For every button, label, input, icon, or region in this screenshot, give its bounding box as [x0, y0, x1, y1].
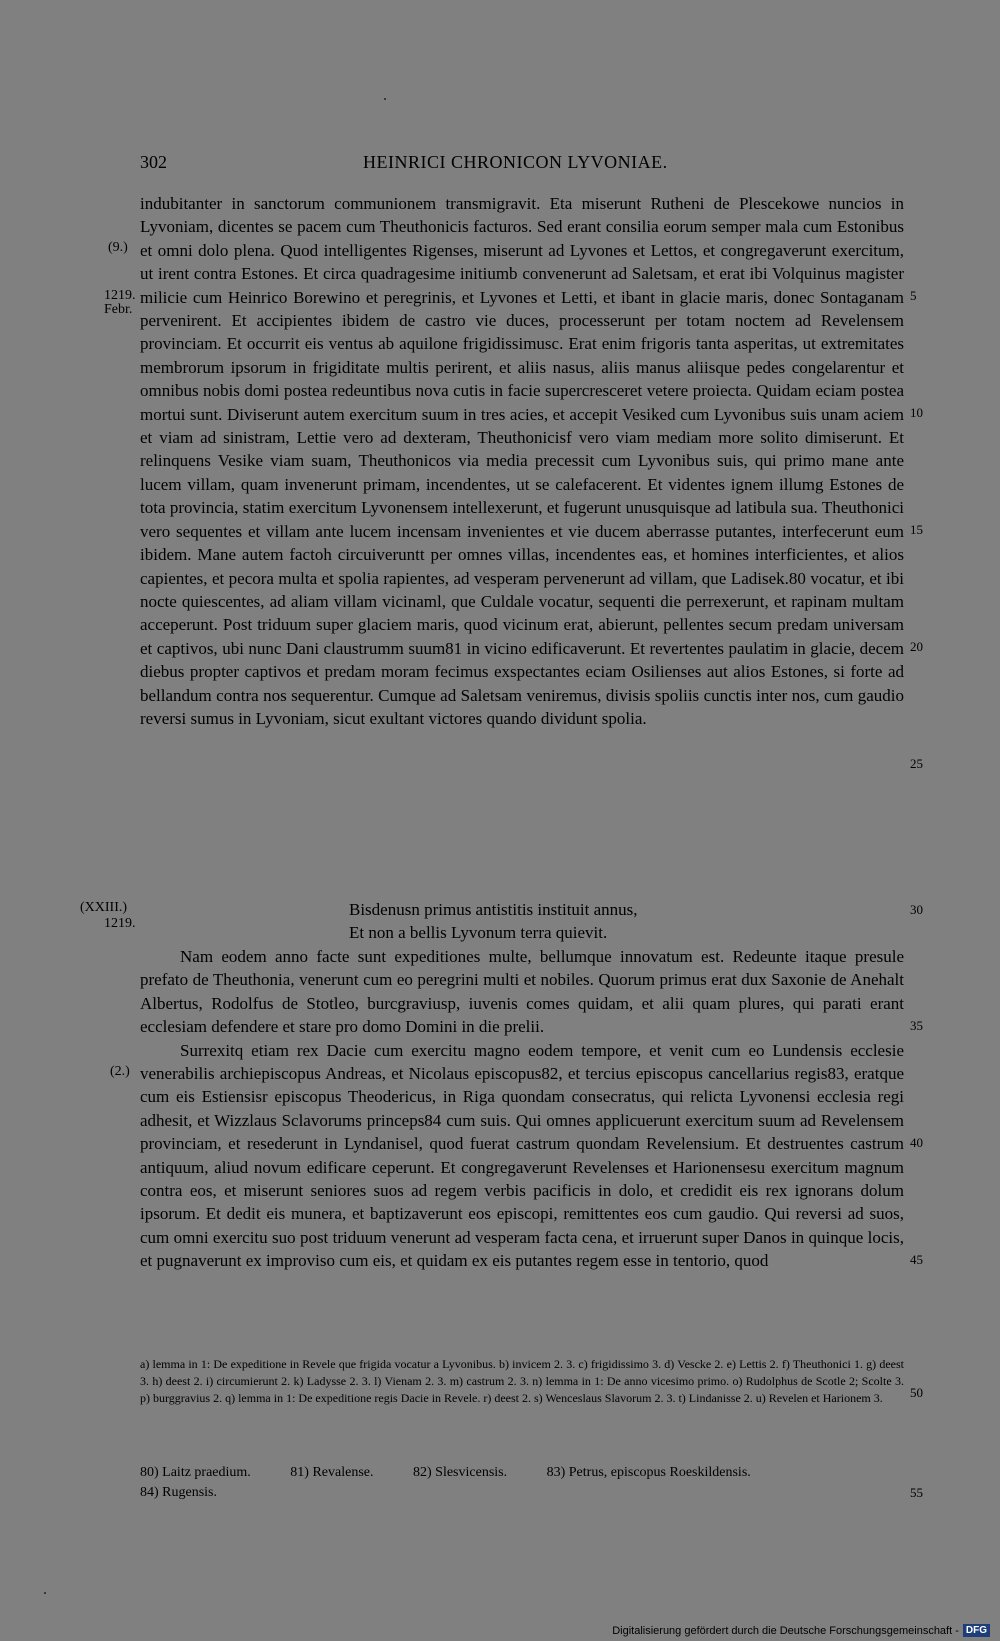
dfg-logo: DFG [963, 1624, 990, 1637]
page-header [140, 152, 910, 178]
margin-note-year: 1219. [104, 916, 136, 931]
line-number: 40 [910, 1135, 923, 1150]
body-text [140, 945, 904, 1273]
line-number: 30 [910, 902, 923, 917]
margin-note-chapter: (XXIII.) [80, 900, 128, 915]
line-number: 20 [910, 639, 923, 654]
line-number: 35 [910, 1018, 923, 1033]
funding-credit [612, 1624, 990, 1637]
scan-speck [44, 1592, 46, 1594]
line-number: 50 [910, 1385, 923, 1400]
body-paragraph: indubitanter in sanctorum communionem transmigravit. Eta miserunt Rutheni de Plescekowe nuncios in Lyvoniam, dicentes se pacem cum Theuthonicis facturos. Sed erant consilia eorum semper mala cum Estonibus et omni dolo plena. Quod intelligentes Rigenses, miserunt ad Lyvones et Lettos, et congregaverunt exercitum, ut irent contra Estones. Et circa quadragesime initiumb convenerunt ad Saletsam, et erat ibi Volquinus magister milicie cum Heinrico Borewino et peregrinis, et Lyvones et Letti, et ibant in glacie maris, donec Sontaganam pervenirent. Et accipientes ibidem de castro vie duces, processerunt per totam noctem ad Revelensem provinciam. Et occurrit eis ventus ab aquilone frigidissimusc. Erat enim frigoris tanta asperitas, ut extremitates membrorum ipsorum in frigiditate multis perirent, et aliis nasus, aliis manus aliisque pedes congelarentur et omnibus nobis domi postea redeuntibus nova cutis in facie supercresceret vetere proiecta. Quidam eciam postea mortui sunt. Diviserunt autem exercitum suum in tres acies, et accepit Vesiked cum Lyvonibus suis unam aciem et viam ad sinistram, Lettie vero ad dexteram, Theuthonicisf vero viam mediam more solito dimiserunt. Et relinquens Vesike viam suam, Theuthonicos via media precessit cum Lyvonibus suis, qui primo mane ante lucem villam, quam invenerunt primam, incendentes, ut se calefacerent. Et videntes ignem illumg Estones de tota provincia, statim exercitum Lyvonensem intellexerunt, et fugerunt unusquisque ad latibula sua. Theuthonici vero sequentes et villam ante lucem incensam invenientes et vie ducem aberrasse putantes, interfecerunt eum ibidem. Mane autem factoh circuiveruntt per omnes villas, incendentes eas, et homines interficientes, et alios capientes, et pecora multa et spolia rapientes, ad vesperam pervenerunt ad villam, que Ladisek.80 vocatur, et ibi nocte quiescentes, ad aliam villam vicinaml, que Culdale vocatur, sequenti die perrexerunt, et rapinam multam acceperunt. Post triduum super glaciem maris, quod vicinum erat, abierunt, pellentes secum predam universam et captivos, ubi nunc Dani claustrumm suum81 in vicino edificaverunt. Et revertentes paulatim in glacie, decem diebus propter captivos et predam moram fecimus exspectantes eciam Osilienses aut alios Estones, si forte ad bellandum contra nos sequerentur. Cumque ad Saletsam veniremus, divisis spoliis cunctis inter nos, cum gaudio reversi sumus in Lyvoniam, sicut exultant victores quando dividunt spolia. [140, 194, 904, 728]
footnote: 83) Petrus, episcopus Roeskildensis. [546, 1465, 751, 1480]
line-number: 55 [910, 1485, 923, 1500]
verse-line: Bisdenusn primus antistitis instituit annus, [349, 900, 638, 919]
body-paragraph: Surrexitq etiam rex Dacie cum exercitu magno eodem tempore, et venit cum eo Lundensis ecclesie venerabilis archiepiscopus Andreas, et Nicolaus episcopus82, et tercius episcopus cancellarius regis83, eratque cum eis Estiensisr episcopus Theodericus, in Riga quondam consecratus, qui relicta Lyvonensi ecclesia regi adhesit, et Wizzlaus Sclavorums princeps84 cum suis. Qui omnes applicuerunt exercitum suum ad Revelensem provinciam, et resederunt in Lyndanisel, quod fuerat castrum quondam Revelensium. Et destruentes castrum antiquum, aliud novum edificare ceperunt. Et congregaverunt Revelenses et Harionensesu exercitum magnum contra eos, et miserunt seniores suos ad regem verbis pacificis in dolo, et credidit eis rex ignorans dolum ipsorum. Et dedit eis munera, et baptizaverunt eos episcopi, remittentes eos cum gaudio. Qui reversi ad suos, cum omni exercitu suo post triduum venerunt ad vesperam facta cena, et irruerunt super Danos in quinque locis, et pugnaverunt ex improviso cum eis, et quidam ex eis putantes regem esse in tentorio, quod [140, 1040, 904, 1271]
footnote: 82) Slesvicensis. [413, 1465, 508, 1480]
verse-line: Et non a bellis Lyvonum terra quievit. [349, 923, 608, 942]
footnote: 81) Revalense. [290, 1465, 374, 1480]
footnotes [140, 1463, 904, 1503]
scan-speck [384, 98, 386, 100]
page-number: 302 [140, 152, 167, 172]
margin-note-month: Febr. [104, 302, 133, 317]
running-title: HEINRICI CHRONICON LYVONIAE. [363, 152, 668, 172]
margin-note-section: (2.) [110, 1064, 130, 1079]
critical-apparatus: a) lemma in 1: De expeditione in Revele que frigida vocatur a Lyvonibus. b) invicem 2. 3. c) frigidissimo 3. d) Vescke 2. e) Lettis 2. f) Theuthonici 1. g) deest 3. h) deest 2. i) circumierunt 2. k) Ladysse 2. 3. l) Vienam 2. 3. m) castrum 2. 3. n) lemma in 1: De anno vicesimo primo. o) Rudolphus de Scotle 2; Scolte 3. p) burggravius 2. q) lemma in 1: De expeditione regis Dacie in Revele. r) deest 2. s) Wenceslaus Slavorum 2. 3. t) Lindanisse 2. u) Revelen et Harionem 3. [140, 1357, 904, 1405]
footnote: 80) Laitz praedium. [140, 1465, 251, 1480]
line-number: 5 [910, 288, 917, 303]
body-paragraph: Nam eodem anno facte sunt expeditiones multe, bellumque innovatum est. Redeunte itaque presule prefato de Theuthonia, venerunt cum eo peregrini multi et nobiles. Quorum primus erat dux Saxonie de Anehalt Albertus, Rodolfus de Stotleo, burcgraviusp, iuvenis comes quidam, et alii quam plures, qui parati erant ecclesiam defendere et stare pro domo Domini in die prelii. [140, 947, 904, 1037]
margin-note-section: (9.) [108, 240, 128, 255]
line-number: 25 [910, 756, 923, 771]
line-number: 15 [910, 522, 923, 537]
footnote-row [140, 1483, 904, 1503]
line-number: 10 [910, 405, 923, 420]
line-number: 45 [910, 1252, 923, 1267]
margin-note-year: 1219. [104, 288, 136, 303]
body-text [140, 192, 904, 730]
verse [349, 898, 638, 944]
footnote: 84) Rugensis. [140, 1485, 217, 1500]
funding-text: Digitalisierung gefördert durch die Deutsche Forschungsgemeinschaft - [612, 1624, 959, 1637]
footnote-row [140, 1463, 904, 1483]
